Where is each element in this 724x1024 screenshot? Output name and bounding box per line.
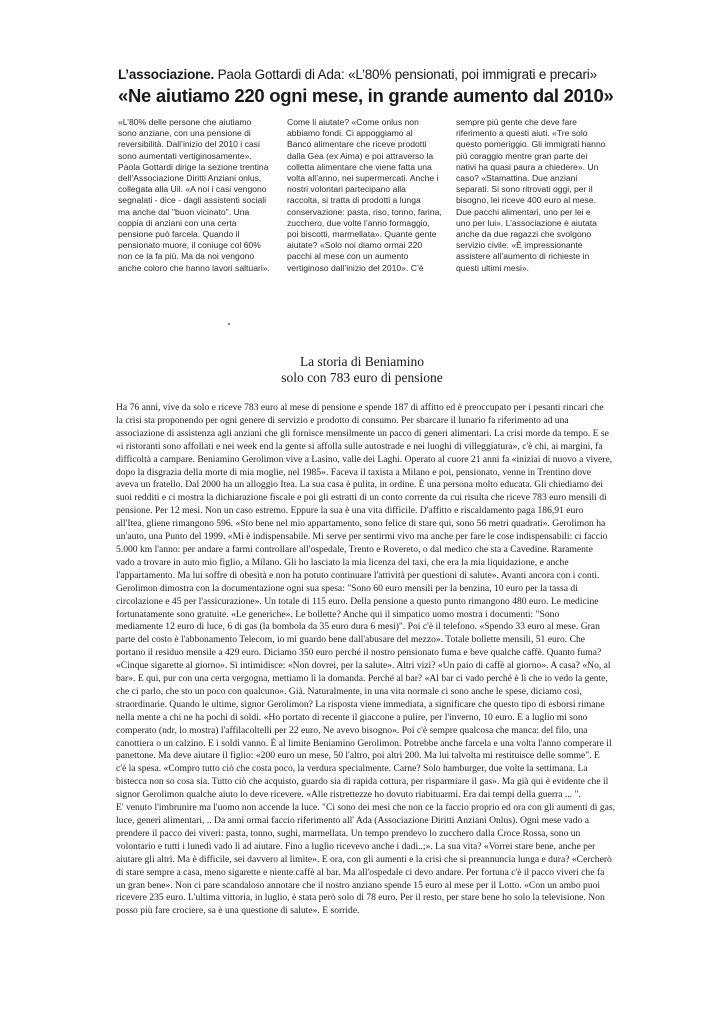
story-body: Ha 76 anni, vive da solo e riceve 783 euro al mese di pensione e spende 187 di affitto ed è preoccupato per i pesanti rincari che la crisi sta proponendo per ogni genere di servizio e prodotto di consumo. Per sbarcare il lunario fa riferimento ad una associazione di assistenza agli anziani che gli fornisce mensilmente un pacco di generi alimentari. La crisi morde da tempo. E se «i ristoranti sono affollati e nei week end la gente si affolla sulle autostrade e nei luoghi di villeggiatura», c'è chi, ai margini, fa difficoltà a campare. Beniamino Gerolimon vive a Lasino, valle dei Laghi. Operato al cuore 21 anni fa «iniziai di nuovo a vivere, dopo la disgrazia della morte di mia moglie, nel 1985». Faceva il taxista a Milano e poi, pensionato, venne in Trentino dove aveva un fratello. Dal 2000 ha un alloggio Itea. La sua casa è pulita, in ordine. È una persona molto educata. Gli chiediamo dei suoi redditi e ci mostra la dichiarazione fiscale e poi gli estratti di un conto corrente da cui risulta che riceve 783 euro mensili di pensione. Per 12 mesi. Non un caso estremo. Eppure la sua è una vita difficile. D'affitto e riscaldamento paga 186,91 euro all'Itea, gliene rimangono 596. «Sto bene nel mio appartamento, sono felice di stare qui, sono 56 metri quadrati». Gerolimon ha un'auto, una Punto del 1999. «Mi è indispensabile. Mi serve per sentirmi vivo ma anche per fare le cose indispensabili: ci faccio 5.000 km l'anno: per andare a farmi controllare all'ospedale, Trento e Rovereto, o dal medico che sta a Cavedine. Raramente vado a trovare in auto mio figlio, a Milano. Gli ho lasciato la mia licenza del taxi, che era la mia liquidazione, e anche l'appartamento. Ma lui soffre di obesità e non ha potuto continuare l'attività per questioni di salute». Avanti ancora con i conti. Gerolimon dimostra con la documentazione ogni sua spesa: "Sono 60 euro mensili per la benzina, 10 euro per la tassa di circolazione e 45 per l'assicurazione». Un totale di 115 euro. Della pensione a questo punto rimangono 480 euro. Le medicine fortunatamente sono gratuite. «Le generiche». Le bollette? Anche qui il simpatico uomo mostra i documenti: "Sono mediamente 12 euro di luce, 6 di gas (la bombola da 35 euro dura 6 mesi)". Poi c'è il telefono. «Spendo 33 euro al mese. Gran parte del costo è l'abbonamento Telecom, io mi guardo bene dall'abusare del mezzo». Totale bollette mensili, 51 euro. Che portano il residuo mensile a 429 euro. Diciamo 350 euro perché il nostro pensionato fuma e beve qualche caffè. Quanto fuma? «Cinque sigarette al giorno». Sì intimidisce: «Non dovrei, per la salute». Altri vizi? «Un paio di caffè al giorno». A casa? «No, al bar». E qui, pur con una certa vergogna, mettiamo lì la domanda. Perché al bar? «Al bar ci vado perché è lì che io vedo la gente, che ci parlo, che sto un poco con qualcuno». Già. Naturalmente, in una vita normale ci sono anche le spese, diciamo così, straordinarie. Quando le ultime, signor Gerolimon? La risposta viene immediata, a significare che questo tipo di esborsi rimane nella mente a chi ne ha pochi di soldi. «Ho portato di recente il giaccone a pulire, per l'inverno, 10 euro. E a luglio mi sono comperato (ndr, lo mostra) l'affilacoltelli per 22 euro, Ne avevo bisogno». Poi c'è sempre qualcosa che manca: del filo, una canottiera o un calzino. E i soldi vanno. È al limite Beniamino Gerolimon. Potrebbe anche farcela e una volta l'anno comperare il panettone. Ma deve aiutare il figlio: «200 euro un mese, 50 l'altro, poi altri 200. Ma lui talvolta mi restituisce delle somme". E c'è la spesa. «Compro tutto ciò che costa poco, la verdura specialmente. Carne? Solo hamburger, due volte la settimana. La bistecca non so cosa sia. Tutto ciò che acquisto, guardo sia di rapida cottura, per risparmiare il gas». Ma già qui è evidente che il signor Gerolimon qualche aiuto lo deve ricevere. «Alle ristrettezze ho dovuto riabituarmi. Era dai tempi della guerra ... ". E' venuto l'imbrunire ma l'uomo non accende la luce. "Ci sono dei mesi che non ce la faccio proprio ed ora con gli aumenti di gas, luce, generi alimentari, .. Da anni ormai faccio riferimento all' Ada (Associazione Diritti Anziani Onlus). Ogni mese vado a prendere il pacco dei viveri: pasta, tonno, sughi, marmellata. Un tempo prendevo lo zucchero dalla Croce Rossa, sono un volontario e tutti i lunedì vado lì ad aiutare. Fino a luglio ricevevo anche i dadi..;». La sua vita? «Vorrei stare bene, anche per aiutare gli altri. Ma è difficile, sei davvero al limite». E ora, con gli aumenti e la crisi che si preannuncia lunga e dura? «Cercherò di stare sempre a casa, meno sigarette e niente caffè al bar. Ma all'ospedale ci devo andare. Per fortuna c'è il pacco viveri che fa un gran bene». Non ci pare scandaloso annotare che il nostro anziano spende 15 euro al mese per il Lotto. «Con un ambo puoi ricevere 235 euro. L'ultima vittoria, in luglio, è stata però solo di 78 euro. Per il resto, per stare bene ho solo la televisione. Non posso più fare crociere, sa è una questione di salute». E sorride. [116,402,616,917]
clipping-kicker [118,66,618,83]
clipping-headline: «Ne aiutiamo 220 ogni mese, in grande aumento dal 2010» [118,85,614,106]
story-title-line-2: solo con 783 euro di pensione [281,370,443,385]
story-title [0,354,724,386]
story-title-line-1: La storia di Beniamino [299,354,425,369]
clipping-columns [118,117,618,274]
newspaper-clipping [118,66,618,294]
kicker-label: L’associazione. [118,67,215,82]
scan-speck [228,323,230,325]
kicker-text: Paola Gottardi di Ada: «L’80% pensionati, poi immigrati e precari» [214,67,597,82]
clipping-column-1: «L’80% delle persone che aiutiamo sono anziane, con una pensione di reversibilità. Dall’inizio del 2010 i casi sono aumentati vertiginosamente». Paola Gottardi dirige la sezione trentina dell’Associazione Diritti Anziani onlus, collegata alla Uil. «A noi i casi vengono segnalati - dice - dagli assistenti sociali ma anche dal "buon vicinato". Una coppia di anziani con una certa pensione può farcela. Quando il pensionato muore, il coniuge col 60% non ce la fa più. Ma da noi vengono anche coloro che hanno lavori saltuari». [118,117,270,273]
clipping-column-3: sempre più gente che deve fare riferimento a questi aiuti. «Tre solo questo pomeriggio. Gli immigrati hanno più coraggio mentre gran parte dei nativi ha quasi paura a chiedere». Un caso? «Stamattina. Due anziani separati. Si sono ritrovati oggi, per il bisogno, lei riceve 400 euro al mese. Due pacchi alimentari, uno per lei e uno per lui». L’associazione è aiutata anche da due ragazzi che svolgono servizio civile. «È impressionante assistere all’aumento di richieste in questi ultimi mesi». [456,117,606,273]
clipping-column-2: Come li aiutate? «Come onlus non abbiamo fondi. Ci appoggiamo al Banco alimentare che riceve prodotti dalla Gea (ex Aima) e poi attraverso la colletta alimentare che viene fatta una volta all’anno, nei supermercati. Anche i nostri volontari partecipano alla raccolta, si tratta di prodotti a lunga conservazione: pasta, riso, tonno, farina, zucchero, due volte l’anno formaggio, poi biscotti, marmellata». Quante gente aiutate? «Solo noi diamo ormai 220 pacchi al mese con un aumento vertiginoso dall’inizio del 2010». C’è [287,117,442,273]
